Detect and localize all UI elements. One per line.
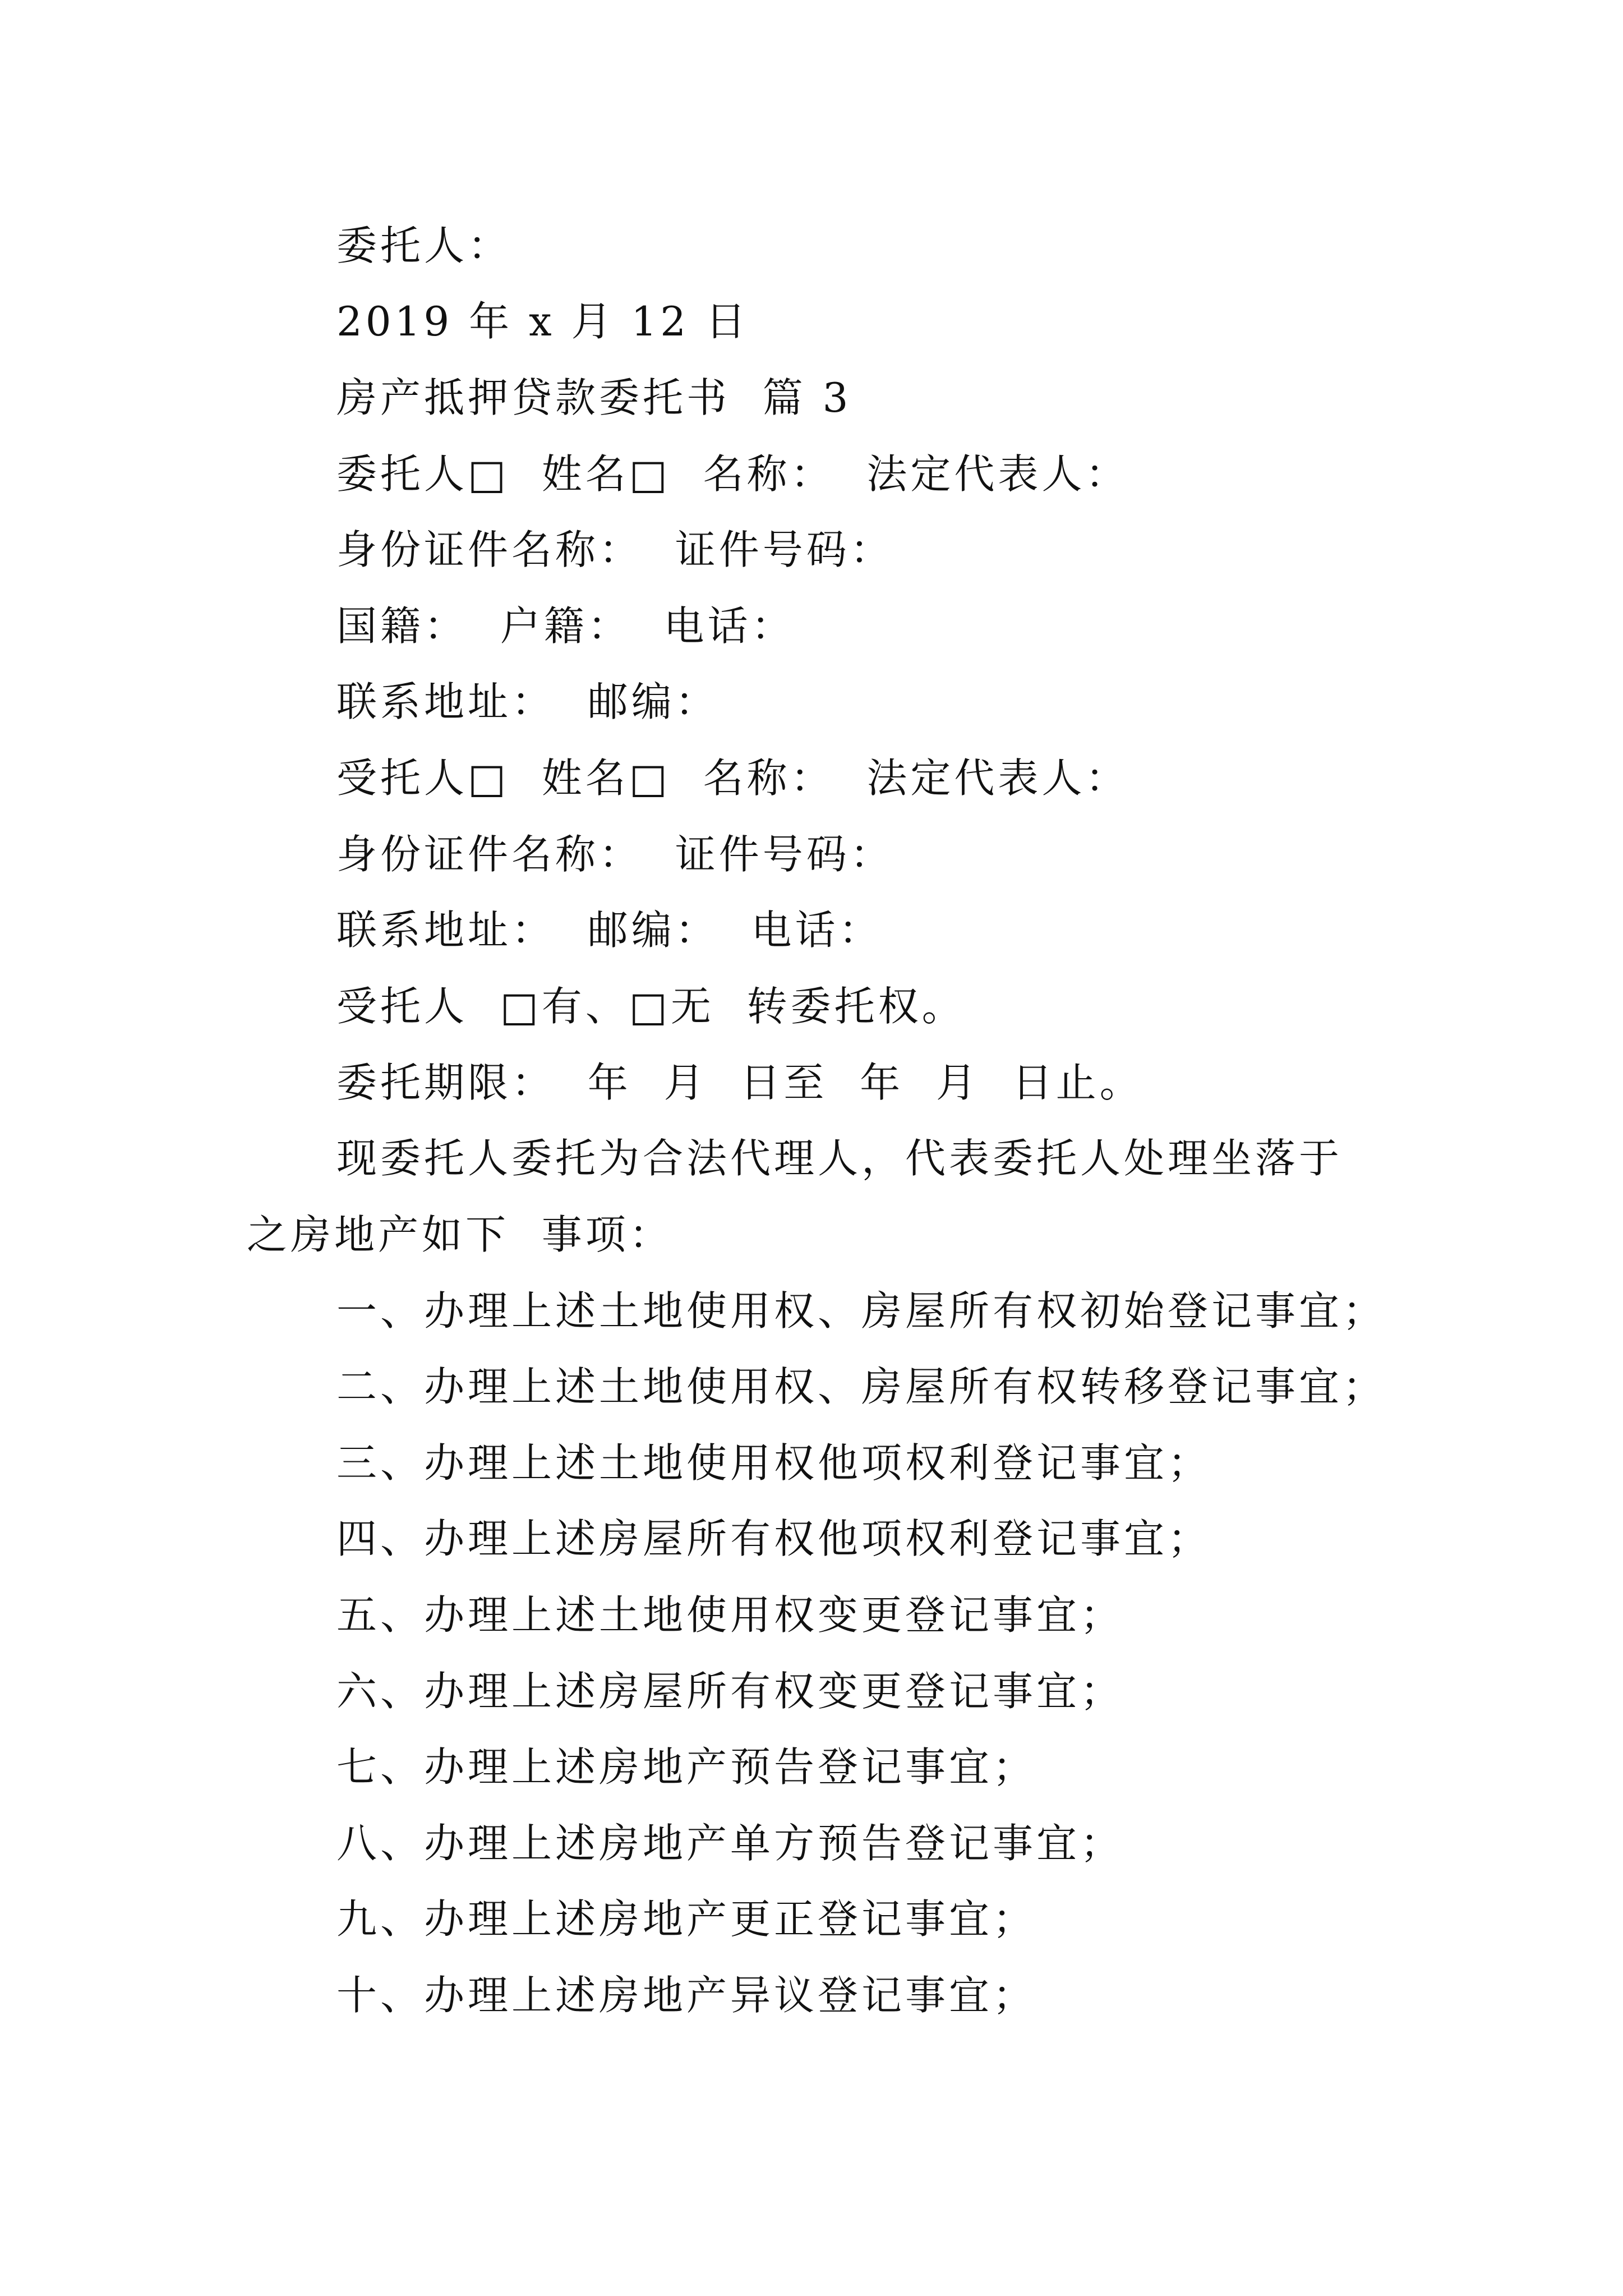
text-line: 五、办理上述土地使用权变更登记事宜；	[336, 1591, 1124, 1639]
text-line: 三、办理上述土地使用权他项权利登记事宜；	[336, 1439, 1212, 1487]
text-line: 身份证件名称： 证件号码：	[336, 526, 894, 573]
text-line: 房产抵押贷款委托书 篇 3	[336, 374, 852, 421]
text-line: 受托人□ 姓名□ 名称： 法定代表人：	[336, 754, 1129, 802]
text-line: 受托人 □有、□无 转委托权。	[336, 983, 966, 1030]
text-line: 二、办理上述土地使用权、房屋所有权转移登记事宜；	[336, 1363, 1387, 1410]
text-line: 现委托人委托为合法代理人，代表委托人处理坐落于	[336, 1135, 1343, 1182]
text-line: 2019 年 x 月 12 日	[336, 298, 749, 345]
text-line: 国籍： 户籍： 电话：	[336, 602, 795, 650]
text-line: 联系地址： 邮编：	[336, 678, 719, 725]
text-line: 身份证件名称： 证件号码：	[336, 831, 894, 878]
text-line: 十、办理上述房地产异议登记事宜；	[336, 1972, 1037, 2019]
text-line: 委托人□ 姓名□ 名称： 法定代表人：	[336, 450, 1129, 498]
text-line: 六、办理上述房屋所有权变更登记事宜；	[336, 1668, 1124, 1715]
text-line: 委托期限： 年 月 日至 年 月 日止。	[336, 1059, 1144, 1106]
text-line: 八、办理上述房地产单方预告登记事宜；	[336, 1820, 1124, 1867]
text-line: 一、办理上述土地使用权、房屋所有权初始登记事宜；	[336, 1287, 1387, 1335]
text-line: 委托人：	[336, 222, 512, 269]
text-line: 九、办理上述房地产更正登记事宜；	[336, 1895, 1037, 1943]
text-line: 四、办理上述房屋所有权他项权利登记事宜；	[336, 1515, 1212, 1562]
text-line: 七、办理上述房地产预告登记事宜；	[336, 1743, 1037, 1791]
text-line: 之房地产如下 事项：	[247, 1211, 673, 1258]
text-line: 联系地址： 邮编： 电话：	[336, 907, 883, 954]
